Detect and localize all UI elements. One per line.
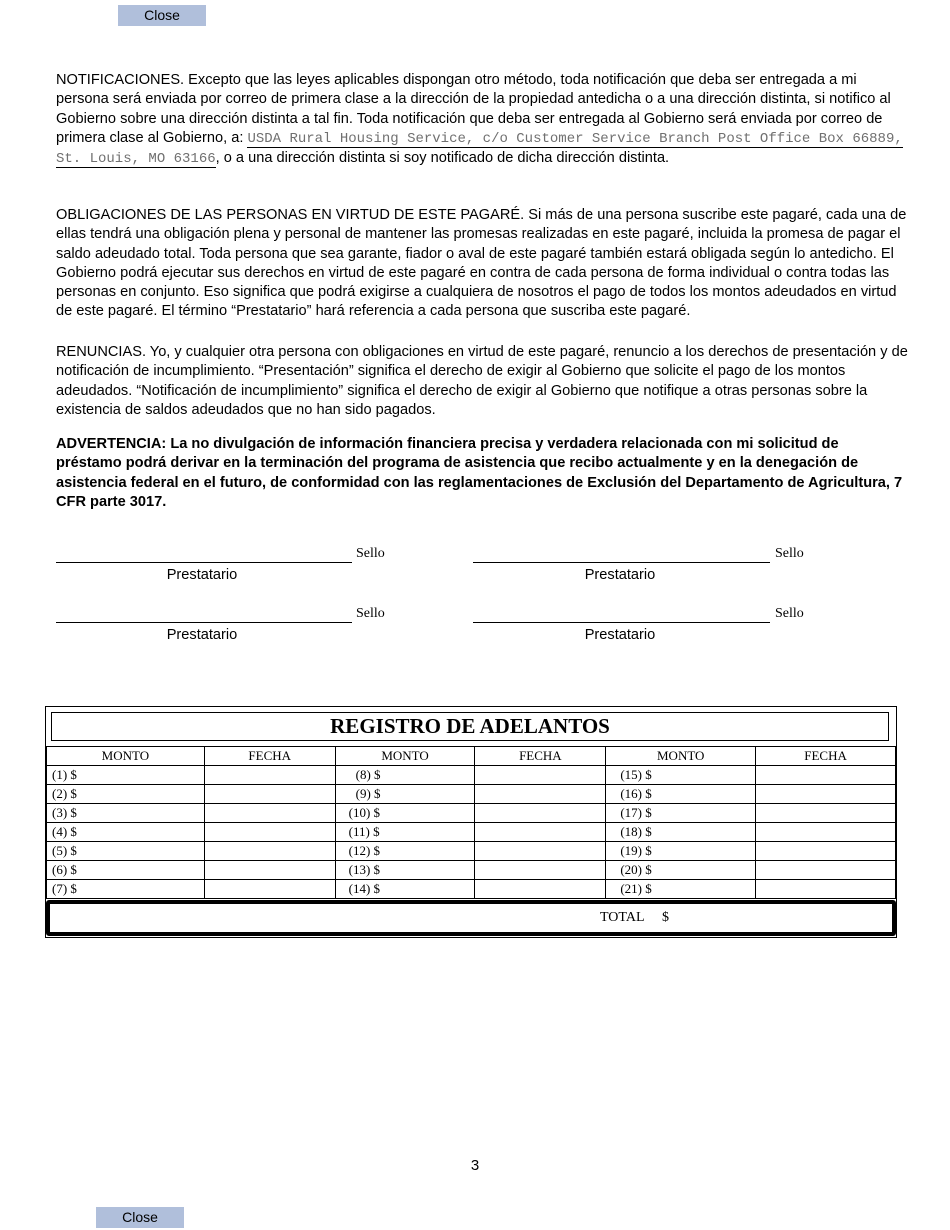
column-header-fecha: FECHA [475,747,606,766]
column-header-monto: MONTO [47,747,205,766]
amount-cell[interactable]: (12) $ [335,842,475,861]
date-cell[interactable] [204,823,335,842]
amount-cell[interactable]: (21) $ [606,880,756,899]
date-cell[interactable] [756,804,896,823]
amount-cell[interactable]: (13) $ [335,861,475,880]
date-cell[interactable] [756,823,896,842]
government-address-field[interactable]: USDA Rural Housing Service, c/o Customer Service Branch Post Office Box 66889, St. Louis, MO 63166 [56,130,903,168]
table-row [47,823,896,842]
date-cell[interactable] [756,880,896,899]
date-cell[interactable] [756,766,896,785]
table-row [47,880,896,899]
seal-label: Sello [356,546,385,561]
amount-cell[interactable]: (7) $ [47,880,205,899]
date-cell[interactable] [475,785,606,804]
amount-cell[interactable]: (1) $ [47,766,205,785]
date-cell[interactable] [756,785,896,804]
register-title-box [51,712,889,741]
date-cell[interactable] [204,861,335,880]
total-label [600,904,669,932]
borrower-label: Prestatario [584,627,656,643]
amount-cell[interactable]: (5) $ [47,842,205,861]
total-currency[interactable]: $ [662,910,670,925]
date-cell[interactable] [475,842,606,861]
notificaciones-text: NOTIFICACIONES. Excepto que las leyes aplicables dispongan otro método, toda notificación que deba ser entregada a mi persona será enviada por correo de primera clase a la dirección de la propiedad antedicha o a una dirección distinta, si notifico al Gobierno sobre una dirección distinta a tal fin. Toda notificación que deba ser entregada al Gobierno será enviada por correo de primera clase al Gobierno, a: [56,72,891,146]
date-cell[interactable] [204,804,335,823]
date-cell[interactable] [475,823,606,842]
amount-cell[interactable]: (18) $ [606,823,756,842]
table-row [47,785,896,804]
amount-cell[interactable]: (8) $ [335,766,475,785]
register-header-row [47,747,896,766]
seal-label: Sello [775,606,804,621]
amount-cell[interactable]: (17) $ [606,804,756,823]
column-header-monto: MONTO [335,747,475,766]
total-text: TOTAL [600,910,645,925]
date-cell[interactable] [756,842,896,861]
borrower-label: Prestatario [166,627,238,643]
advances-register [45,706,897,938]
table-row [47,842,896,861]
borrower-label: Prestatario [584,567,656,583]
close-button-bottom[interactable]: Close [96,1207,184,1228]
date-cell[interactable] [475,766,606,785]
borrower-signature-line-2[interactable] [473,562,770,563]
total-box [46,900,896,936]
seal-label: Sello [775,546,804,561]
register-table [46,746,896,899]
amount-cell[interactable]: (14) $ [335,880,475,899]
amount-cell[interactable]: (9) $ [335,785,475,804]
notificaciones-text-after: , o a una dirección distinta si soy notificado de dicha dirección distinta. [215,150,670,167]
date-cell[interactable] [204,766,335,785]
amount-cell[interactable]: (20) $ [606,861,756,880]
amount-cell[interactable]: (3) $ [47,804,205,823]
table-row [47,861,896,880]
date-cell[interactable] [204,785,335,804]
date-cell[interactable] [475,880,606,899]
amount-cell[interactable]: (6) $ [47,861,205,880]
advertencia-paragraph: ADVERTENCIA: La no divulgación de información financiera precisa y verdadera relacionada con mi solicitud de préstamo podrá derivar en la terminación del programa de asistencia que recibo actualmente y en la denegación de asistencia federal en el futuro, de conformidad con las reglamentaciones de Exclusión del Departamento de Agricultura, 7 CFR parte 3017. [56,436,903,510]
renuncias-paragraph: RENUNCIAS. Yo, y cualquier otra persona con obligaciones en virtud de este pagaré, renuncio a los derechos de presentación y de notificación de incumplimiento. “Presentación” significa el derecho de exigir al Gobierno que solicite el pago de los montos adeudados. “Notificación de incumplimiento” significa el derecho de exigir al Gobierno que notifique a otras personas sobre la existencia de saldos adeudados que no han sido pagados. [56,344,908,418]
date-cell[interactable] [204,880,335,899]
column-header-fecha: FECHA [756,747,896,766]
column-header-fecha: FECHA [204,747,335,766]
borrower-label: Prestatario [166,567,238,583]
amount-cell[interactable]: (16) $ [606,785,756,804]
date-cell[interactable] [204,842,335,861]
amount-cell[interactable]: (10) $ [335,804,475,823]
column-header-monto: MONTO [606,747,756,766]
amount-cell[interactable]: (11) $ [335,823,475,842]
obligaciones-paragraph: OBLIGACIONES DE LAS PERSONAS EN VIRTUD DE ESTE PAGARÉ. Si más de una persona suscribe este pagaré, cada una de ellas tendrá una obligación plena y personal de mantener las promesas realizadas en este pagaré, incluida la promesa de pagar el saldo adeudado total. Toda persona que sea garante, fiador o aval de este pagaré también estará obligada según lo antedicho. El Gobierno podrá ejecutar sus derechos en virtud de este pagaré en contra de cada persona de forma individual o contra todas las personas en conjunto. Eso significa que podrá exigirse a cualquiera de nosotros el pago de todos los montos adeudados en virtud de este pagaré. El término “Prestatario” hará referencia a cada persona que suscriba este pagaré. [56,207,907,320]
seal-label: Sello [356,606,385,621]
borrower-signature-line-4[interactable] [473,622,770,623]
table-row [47,804,896,823]
borrower-signature-line-1[interactable] [56,562,352,563]
amount-cell[interactable]: (2) $ [47,785,205,804]
date-cell[interactable] [475,804,606,823]
page-number: 3 [470,1157,480,1174]
date-cell[interactable] [475,861,606,880]
amount-cell[interactable]: (15) $ [606,766,756,785]
register-title: REGISTRO DE ADELANTOS [330,714,610,738]
notificaciones-paragraph [56,71,908,169]
close-button-top[interactable]: Close [118,5,206,26]
amount-cell[interactable]: (4) $ [47,823,205,842]
table-row [47,766,896,785]
amount-cell[interactable]: (19) $ [606,842,756,861]
date-cell[interactable] [756,861,896,880]
borrower-signature-line-3[interactable] [56,622,352,623]
